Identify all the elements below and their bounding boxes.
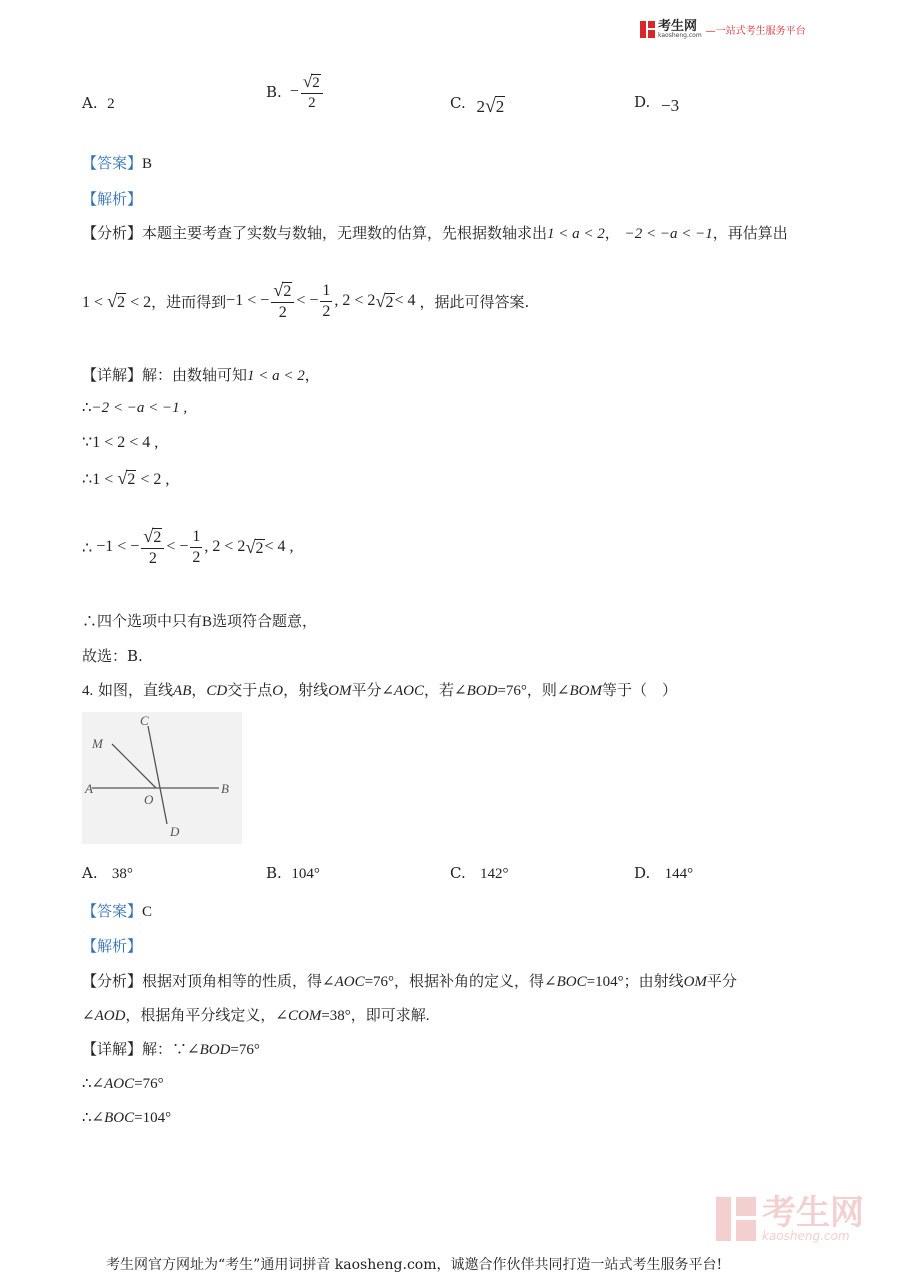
- q4-fenxi-line2: ∠AOD，根据角平分线定义，∠COM=38°，即可求解.: [82, 1006, 430, 1024]
- q3-fenxi-line1: 【分析】本题主要考查了实数与数轴，无理数的估算，先根据数轴求出1 < a < 2， −2 < −a < −1，再估算出: [82, 224, 788, 242]
- watermark-logo-icon: [716, 1197, 756, 1241]
- figure-label-o: O: [144, 792, 154, 807]
- q4-detail3: ∴∠BOC=104°: [82, 1108, 172, 1126]
- q4-stem: 4. 如图，直线AB，CD交于点O，射线OM平分∠AOC，若∠BOD=76°，则∠BOM等于（ ）: [82, 681, 677, 699]
- q4-option-b: B. 104°: [266, 864, 320, 882]
- q3-option-d: D. −3: [634, 93, 680, 115]
- q3-step2: ∵1 < 2 < 4 ,: [82, 432, 159, 451]
- q3-option-a: A. 2: [82, 94, 115, 112]
- logo-slogan: —一站式考生服务平台: [705, 26, 806, 37]
- q4-option-c: C. 142°: [450, 864, 509, 882]
- figure-label-c: C: [140, 713, 149, 728]
- logo-brand: 考生网: [658, 19, 698, 34]
- q4-detail2: ∴∠AOC=76°: [82, 1074, 164, 1092]
- q3-step4: ∴ −1 < − $\frac{√2}{2}$ < − $\frac{1}{2}$ , 2 < 2 √2 < 4 ,: [82, 526, 294, 568]
- watermark-domain: kaosheng.com: [762, 1229, 850, 1243]
- q3-analysis-tag: 【解析】: [82, 190, 143, 208]
- q3-detail-line: 【详解】解：由数轴可知1 < a < 2，: [82, 366, 320, 384]
- q3-choose: 故选：B.: [82, 647, 143, 665]
- q3-option-b: B. − $\frac{√2}{2}$: [266, 72, 325, 113]
- q4-option-a: A. 38°: [82, 864, 133, 882]
- q3-option-b-fraction: $\frac{√2}{2}$: [301, 72, 323, 113]
- page-footer: 考生网官方网址为“考生”通用词拼音 kaosheng.com，诚邀合作伙伴共同打造一站式考生服务平台!: [106, 1257, 723, 1273]
- q4-analysis-tag: 【解析】: [82, 937, 143, 955]
- q4-answer: 【答案】C: [82, 902, 153, 920]
- q4-fenxi-line1: 【分析】根据对顶角相等的性质，得∠AOC=76°，根据补角的定义，得∠BOC=104°；由射线OM平分: [82, 972, 737, 990]
- logo-icon: [640, 21, 655, 38]
- q3-answer: 【答案】B: [82, 154, 153, 172]
- figure-label-d: D: [170, 824, 180, 839]
- q4-detail1: 【详解】解：∵∠BOD=76°: [82, 1040, 260, 1058]
- logo-domain: kaosheng.com: [658, 32, 702, 39]
- q4-figure: [82, 712, 242, 844]
- header-logo: [640, 20, 806, 39]
- figure-label-m: M: [92, 736, 103, 751]
- q3-fenxi-line2: 1 < √2 < 2 ，进而得到 −1 < − $\frac{√2}{2}$ < − $\frac{1}{2}$ , 2 < 2 √2 < 4 ，据此可得答案.: [82, 280, 530, 322]
- q3-option-c: C. 2√2: [450, 94, 505, 117]
- watermark-brand: 考生网: [762, 1193, 864, 1233]
- figure-label-a: A: [85, 781, 93, 796]
- q3-step3: ∴1 < √2 < 2 ,: [82, 468, 170, 488]
- q3-step1: ∴−2 < −a < −1 ,: [82, 398, 188, 416]
- figure-label-b: B: [221, 781, 229, 796]
- q3-step5: ∴四个选项中只有B选项符合题意，: [82, 612, 318, 630]
- watermark: [716, 1193, 864, 1243]
- q4-option-d: D. 144°: [634, 864, 694, 882]
